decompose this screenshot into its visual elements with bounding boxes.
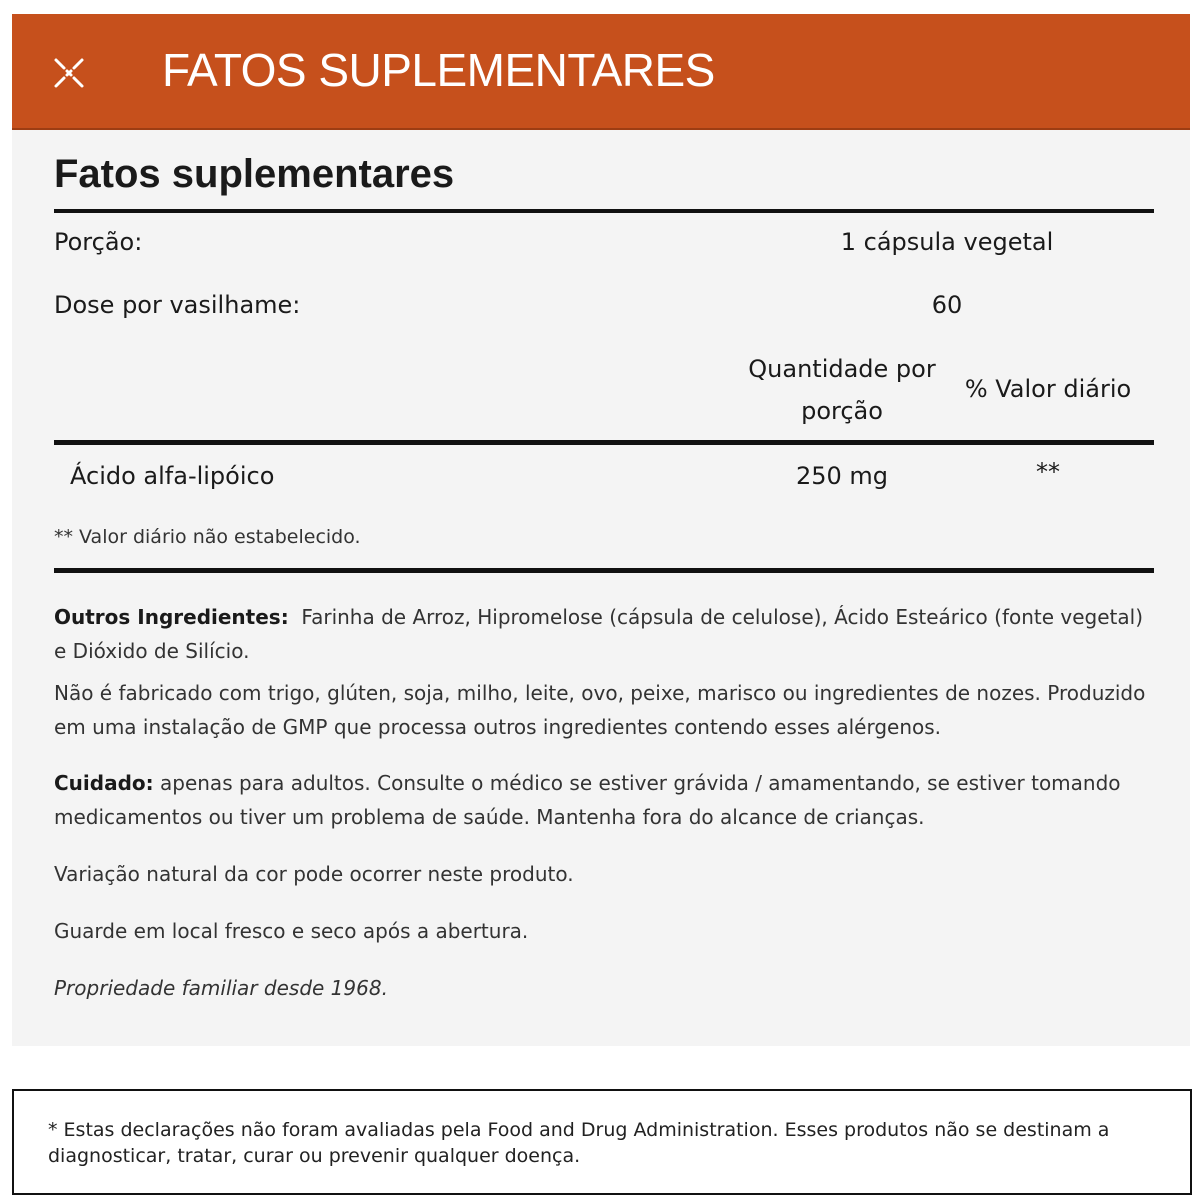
divider	[54, 209, 1154, 213]
daily-value-footnote: ** Valor diário não estabelecido.	[54, 526, 361, 548]
header-banner	[12, 14, 1190, 130]
caution-text: apenas para adultos. Consulte o médico se estiver grávida / amamentando, se estiver tomando medicamentos ou tiver um problema de saúde. Mantenha fora do alcance de crianças.	[54, 771, 1121, 829]
close-x-icon	[52, 56, 86, 90]
ingredient-amount: 250 mg	[795, 462, 889, 490]
serving-value: 1 cápsula vegetal	[840, 228, 1054, 256]
column-header-daily-value: % Valor diário	[964, 375, 1132, 403]
other-ingredients	[54, 600, 1154, 668]
fda-disclaimer-box	[12, 1089, 1192, 1195]
doses-value: 60	[931, 291, 963, 319]
allergen-statement: Não é fabricado com trigo, glúten, soja, milho, leite, ovo, peixe, marisco ou ingredientes de nozes. Produzido em uma instalação de GMP que processa outros ingredientes contendo esses alérgenos.	[54, 681, 1146, 739]
column-header-amount: Quantidade por porção	[748, 355, 936, 425]
fda-disclaimer-text: * Estas declarações não foram avaliadas pela Food and Drug Administration. Esses produtos não se destinam a diagnosticar, tratar, curar ou prevenir qualquer doença.	[48, 1119, 1110, 1167]
storage-note: Guarde em local fresco e seco após a abertura.	[54, 919, 529, 943]
serving-label: Porção:	[54, 228, 143, 256]
divider	[54, 440, 1154, 445]
caution-statement	[54, 766, 1154, 834]
banner-title: FATOS SUPLEMENTARES	[162, 44, 715, 96]
divider	[54, 568, 1154, 573]
family-owned-note	[54, 971, 1154, 1005]
other-ingredients-label: Outros Ingredientes:	[54, 605, 289, 629]
caution-label: Cuidado:	[54, 771, 154, 795]
family-owned-text: Propriedade familiar desde 1968.	[54, 976, 388, 1000]
ingredient-daily-value: **	[1036, 458, 1060, 486]
facts-title: Fatos suplementares	[54, 152, 455, 196]
ingredient-name: Ácido alfa-lipóico	[70, 462, 275, 490]
doses-label: Dose por vasilhame:	[54, 291, 301, 319]
color-variation-note: Variação natural da cor pode ocorrer neste produto.	[54, 862, 574, 886]
supplement-facts-panel	[12, 130, 1190, 1046]
other-ingredients-text: Farinha de Arroz, Hipromelose (cápsula de celulose), Ácido Esteárico (fonte vegetal) e Dióxido de Silício.	[54, 605, 1144, 663]
